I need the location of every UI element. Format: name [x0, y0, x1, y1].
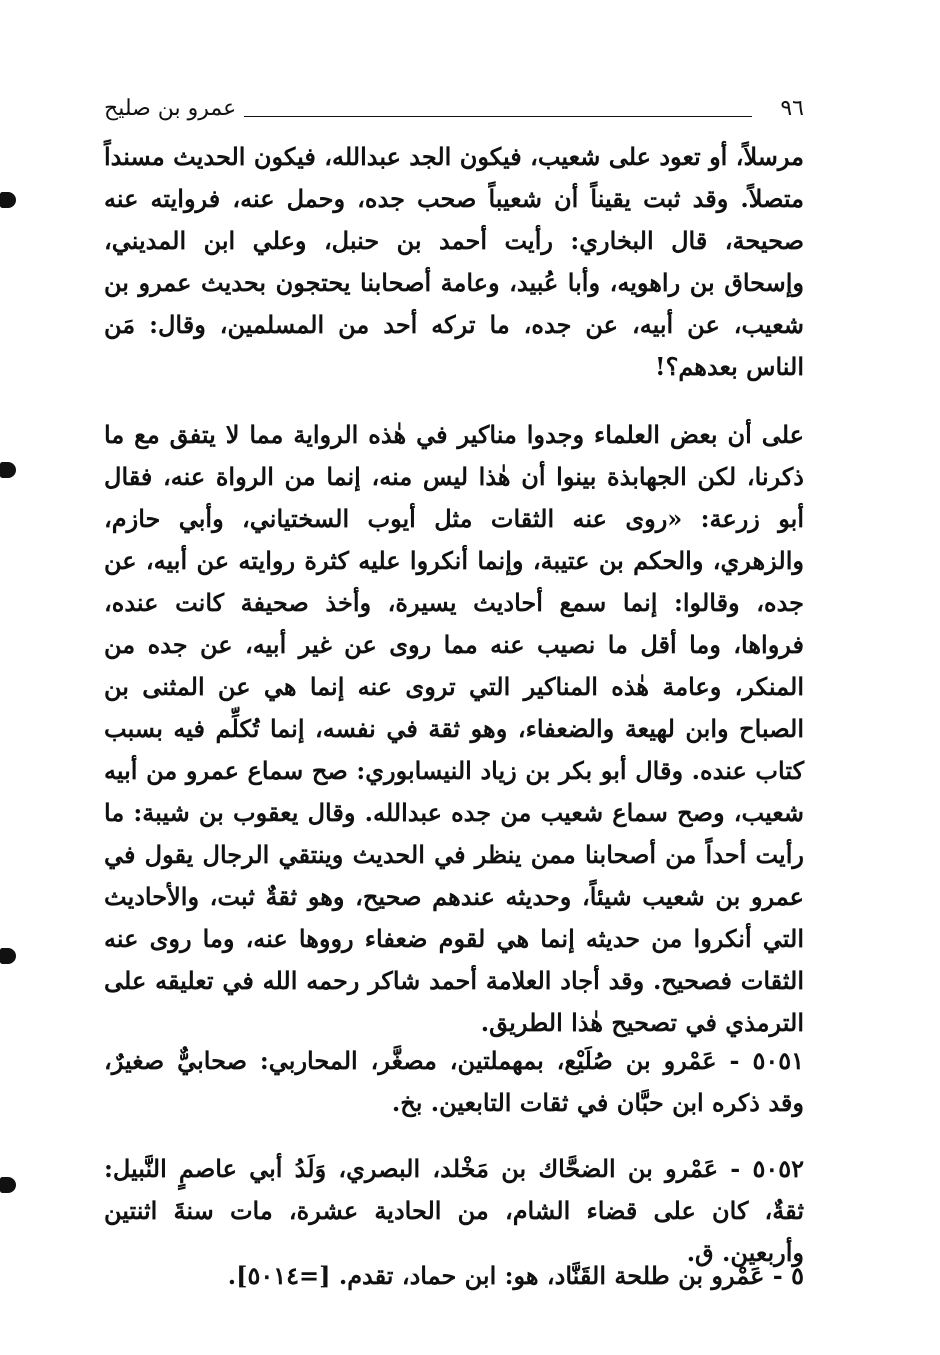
paragraph-criticism: على أن بعض العلماء وجدوا مناكير في هٰذه الرواية مما لا يتفق مع ما ذكرنا، لكن الجهابذة بينوا أن هٰذا ليس منه، إنما من الرواة عنه، فقال أبو زرعة: «روى عنه الثقات مثل أيوب السختياني، وأبي حازم، والزهري، والحكم بن عتيبة، وإنما أنكروا عليه كثرة روايته عن أبيه، عن جده، وقالوا: إنما سمع أحاديث يسيرة، وأخذ صحيفة كانت عنده، فرواها، وما أقل ما نصيب عنه مما روى عن غير أبيه، عن جده من المنكر، وعامة هٰذه المناكير التي تروى عنه إنما هي عن المثنى بن الصباح وابن لهيعة والضعفاء، وهو ثقة في نفسه، إنما تُكلِّم فيه بسبب كتاب عنده. وقال أبو بكر بن زياد النيسابوري: صح سماع عمرو من أبيه شعيب، وصح سماع شعيب من جده عبدالله. وقال يعقوب بن شيبة: ما رأيت أحداً من أصحابنا ممن ينظر في الحديث وينتقي الرجال يقول في عمرو بن شعيب شيئاً، وحديثه عندهم صحيح، وهو ثقةٌ ثبت، والأحاديث التي أنكروا من حديثه إنما هي لقوم ضعفاء رووها عنه، وما روى عنه الثقات فصحيح. وقد أجاد العلامة أحمد شاكر رحمه الله في تعليقه على الترمذي في تصحيح هٰذا الطريق. — [104, 420, 804, 1037]
scan-margin-mark — [0, 948, 16, 964]
scan-margin-mark — [0, 1177, 16, 1193]
running-title: عمرو بن صليح — [104, 96, 237, 121]
biography-entry-5051: ٥٠٥١ - عَمْرو بن صُلَيْع، بمهملتين، مصغَّر، المحاربي: صحابيٌّ صغيرٌ، وقد ذكره ابن حبَّان في ثقات التابعين. بخ. — [104, 1046, 804, 1117]
running-header — [104, 92, 804, 132]
paragraph-continuation: مرسلاً، أو تعود على شعيب، فيكون الجد عبدالله، فيكون الحديث مسنداً متصلاً. وقد ثبت يقيناً أن شعيباً صحب جده، وحمل عنه، فروايته عنه صحيحة، قال البخاري: رأيت أحمد بن حنبل، وعلي ابن المديني، وإسحاق بن راهويه، وأبا عُبيد، وعامة أصحابنا يحتجون بحديث عمرو بن شعيب، عن أبيه، عن جده، ما تركه أحد من المسلمين، وقال: مَن الناس بعدهم؟! — [104, 142, 804, 381]
biography-entry-5052: ٥٠٥٢ - عَمْرو بن الضحَّاك بن مَخْلد، البصري، وَلَدُ أبي عاصمٍ النَّبيل: ثقةٌ، كان على قضاء الشام، من الحادية عشرة، مات سنةَ اثنتين وأربعين. ق. — [104, 1154, 804, 1267]
header-rule — [244, 116, 752, 117]
scan-margin-mark — [0, 462, 16, 478]
scan-margin-mark — [0, 192, 16, 208]
page-number: ٩٦ — [780, 96, 804, 121]
cross-reference-entry: ٥ - عَمْرو بن طلحة القَنَّاد، هو: ابن حماد، تقدم. [=٥٠١٤]. — [227, 1261, 804, 1290]
